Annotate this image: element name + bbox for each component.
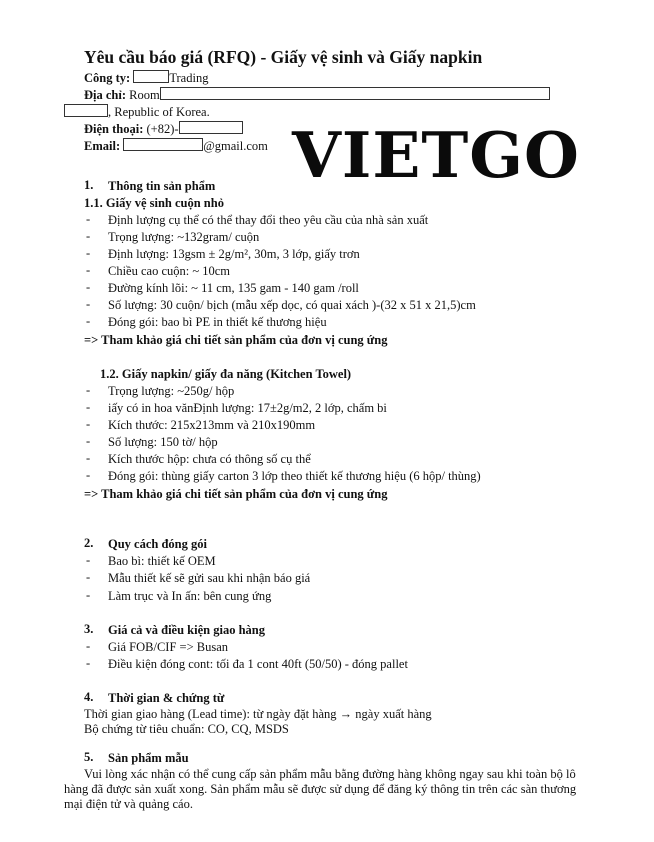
- subsection-1-1-title: 1.1. Giấy vệ sinh cuộn nhỏ: [84, 196, 224, 210]
- list-item: Đường kính lõi: ~ 11 cm, 135 gam - 140 gam /roll: [108, 281, 359, 295]
- phone-label: Điện thoại:: [84, 122, 144, 136]
- bullet-dash: -: [86, 263, 91, 277]
- redacted-box: [160, 87, 550, 100]
- phone-value: (+82)-: [146, 122, 179, 136]
- subsection-1-1-note: => Tham khảo giá chi tiết sản phẩm của đơn vị cung ứng: [84, 333, 388, 347]
- email-value: @gmail.com: [203, 139, 268, 153]
- list-item: Làm trục và In ấn: bên cung ứng: [108, 589, 272, 603]
- section-5-number: 5.: [84, 750, 94, 764]
- bullet-dash: -: [86, 314, 91, 328]
- list-item: Định lượng cụ thể có thể thay đổi theo yêu cầu của nhà sản xuất: [108, 213, 429, 227]
- bullet-dash: -: [86, 553, 91, 567]
- subsection-1-2-note: => Tham khảo giá chi tiết sản phẩm của đơn vị cung ứng: [84, 487, 388, 501]
- redacted-box: [64, 104, 108, 117]
- subsection-1-2-title: 1.2. Giấy napkin/ giấy đa năng (Kitchen Towel): [100, 367, 352, 381]
- bullet-dash: -: [86, 246, 91, 260]
- list-item: iấy có in hoa vănĐịnh lượng: 17±2g/m2, 2 lớp, chấm bi: [108, 401, 387, 415]
- bullet-dash: -: [86, 280, 91, 294]
- section-2-number: 2.: [84, 536, 94, 550]
- bullet-dash: -: [86, 656, 91, 670]
- bullet-dash: -: [86, 434, 91, 448]
- email-label: Email:: [84, 139, 121, 153]
- address-line: [84, 87, 550, 103]
- section-1-title: Thông tin sản phẩm: [108, 179, 216, 193]
- redacted-box: [123, 138, 203, 151]
- address-line-2: [64, 104, 210, 120]
- address-country: , Republic of Korea.: [108, 105, 210, 119]
- sample-paragraph-line-1: Vui lòng xác nhận có thể cung cấp sản phẩm mẫu bằng đường hàng không ngay sau khi toàn bộ lô: [84, 767, 576, 781]
- company-line: [84, 70, 208, 86]
- address-label: Địa chỉ:: [84, 88, 127, 102]
- section-3-number: 3.: [84, 622, 94, 636]
- list-item: Mẫu thiết kế sẽ gửi sau khi nhận báo giá: [108, 571, 311, 585]
- vietgo-logo: VIETGO: [292, 118, 580, 192]
- bullet-dash: -: [86, 400, 91, 414]
- list-item: Định lượng: 13gsm ± 2g/m², 30m, 3 lớp, giấy trơn: [108, 247, 360, 261]
- section-5-title: Sản phẩm mẫu: [108, 751, 189, 765]
- email-line: [84, 138, 268, 154]
- bullet-dash: -: [86, 297, 91, 311]
- bullet-dash: -: [86, 451, 91, 465]
- bullet-dash: -: [86, 468, 91, 482]
- section-3-title: Giá cả và điều kiện giao hàng: [108, 623, 265, 637]
- list-item: Trọng lượng: ~132gram/ cuộn: [108, 230, 260, 244]
- bullet-dash: -: [86, 229, 91, 243]
- section-4-number: 4.: [84, 690, 94, 704]
- list-item: Số lượng: 150 tờ/ hộp: [108, 435, 218, 449]
- document-title: Yêu cầu báo giá (RFQ) - Giấy vệ sinh và Giấy napkin: [84, 47, 483, 67]
- redacted-box: [179, 121, 243, 134]
- bullet-dash: -: [86, 212, 91, 226]
- list-item: Điều kiện đóng cont: tối đa 1 cont 40ft (50/50) - đóng pallet: [108, 657, 408, 671]
- phone-line: [84, 121, 243, 137]
- sample-paragraph-line-3: mại điện tử và quảng cáo.: [64, 797, 193, 811]
- list-item: Trọng lượng: ~250g/ hộp: [108, 384, 235, 398]
- list-item: Bao bì: thiết kế OEM: [108, 554, 216, 568]
- list-item: Đóng gói: bao bì PE in thiết kế thương hiệu: [108, 315, 327, 329]
- bullet-dash: -: [86, 383, 91, 397]
- list-item: Giá FOB/CIF => Busan: [108, 640, 229, 654]
- list-item: Số lượng: 30 cuộn/ bịch (mẫu xếp dọc, có quai xách )-(32 x 51 x 21,5)cm: [108, 298, 476, 312]
- company-label: Công ty:: [84, 71, 131, 85]
- list-item: Chiều cao cuộn: ~ 10cm: [108, 264, 231, 278]
- bullet-dash: -: [86, 570, 91, 584]
- list-item: Kích thước hộp: chưa có thông số cụ thể: [108, 452, 311, 466]
- redacted-box: [133, 70, 169, 83]
- address-value: Room: [129, 88, 160, 102]
- section-1-number: 1.: [84, 178, 94, 192]
- list-item: Đóng gói: thùng giấy carton 3 lớp theo thiết kế thương hiệu (6 hộp/ thùng): [108, 469, 481, 483]
- bullet-dash: -: [86, 588, 91, 602]
- list-item: Kích thước: 215x213mm và 210x190mm: [108, 418, 316, 432]
- company-value: Trading: [169, 71, 209, 85]
- bullet-dash: -: [86, 417, 91, 431]
- section-2-title: Quy cách đóng gói: [108, 537, 207, 551]
- documents-text: Bộ chứng từ tiêu chuẩn: CO, CQ, MSDS: [84, 722, 289, 736]
- section-4-title: Thời gian & chứng từ: [108, 691, 225, 705]
- bullet-dash: -: [86, 639, 91, 653]
- lead-time-text: Thời gian giao hàng (Lead time): từ ngày đặt hàng → ngày xuất hàng: [84, 707, 432, 721]
- sample-paragraph-line-2: hàng đã được sản xuất xong. Sản phẩm mẫu sẽ được sử dụng để đăng ký thông tin trên các sàn thương: [64, 782, 577, 796]
